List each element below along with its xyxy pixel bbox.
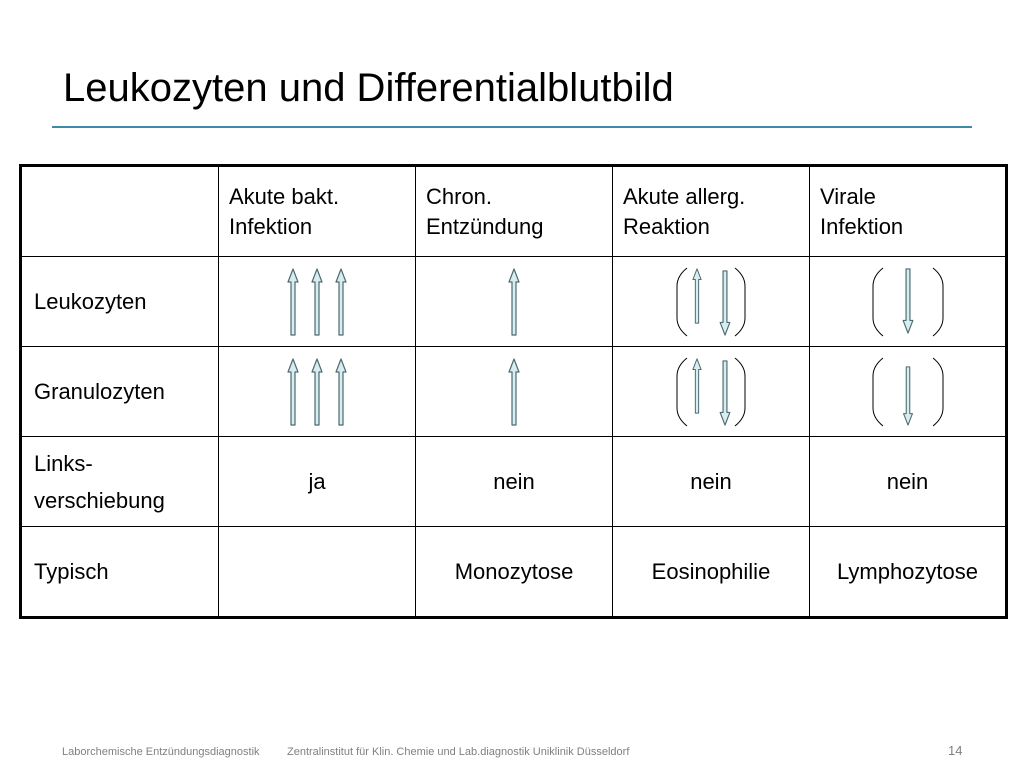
column-header-chron-entzuendung [416,166,613,257]
cell-leukozyten-virale [810,257,1007,347]
cell-linksverschiebung-allerg: nein [613,437,810,527]
row-label-line: Links- [34,450,93,476]
cell-typisch-akute-bakt [219,527,416,618]
bracketed-down-arrow-icon [871,266,945,338]
cell-leukozyten-chron [416,257,613,347]
triple-up-arrow-icon [285,267,349,337]
column-header-line: Virale [820,183,876,209]
column-header-akute-bakt-infektion [219,166,416,257]
bracketed-up-down-arrow-icon [675,356,747,428]
footer-institute: Zentralinstitut für Klin. Chemie und Lab.diagnostik Uniklinik Düsseldorf [287,746,630,758]
cell-linksverschiebung-virale: nein [810,437,1007,527]
bracketed-up-down-arrow-icon [675,266,747,338]
cell-linksverschiebung-akute-bakt: ja [219,437,416,527]
row-label-linksverschiebung [21,437,219,527]
column-header-line: Akute allerg. [623,183,746,209]
table-row-linksverschiebung [21,437,1007,527]
footer-course-title: Laborchemische Entzündungsdiagnostik [62,746,260,758]
differential-table [19,164,1008,619]
row-label-typisch: Typisch [21,527,219,618]
column-header-line: Entzündung [426,213,544,239]
table-row-granulozyten [21,347,1007,437]
cell-granulozyten-allerg [613,347,810,437]
cell-typisch-chron: Monozytose [416,527,613,618]
cell-granulozyten-chron [416,347,613,437]
row-label-granulozyten: Granulozyten [21,347,219,437]
column-header-line: Reaktion [623,213,710,239]
table-corner-cell [21,166,219,257]
single-up-arrow-icon [507,267,521,337]
table-row-typisch [21,527,1007,618]
cell-typisch-virale: Lymphozytose [810,527,1007,618]
cell-leukozyten-akute-bakt [219,257,416,347]
single-up-arrow-icon [507,357,521,427]
triple-up-arrow-icon [285,357,349,427]
column-header-line: Akute bakt. [229,183,340,209]
cell-leukozyten-allerg [613,257,810,347]
row-label-leukozyten: Leukozyten [21,257,219,347]
column-header-line: Infektion [820,213,904,239]
cell-typisch-allerg: Eosinophilie [613,527,810,618]
column-header-akute-allerg-reaktion [613,166,810,257]
cell-linksverschiebung-chron: nein [416,437,613,527]
bracketed-down-arrow-icon [871,356,945,428]
page-title: Leukozyten und Differentialblutbild [63,66,674,110]
column-header-line: Infektion [229,213,313,239]
column-header-virale-infektion [810,166,1007,257]
page-number: 14 [948,743,963,758]
cell-granulozyten-akute-bakt [219,347,416,437]
cell-granulozyten-virale [810,347,1007,437]
table-header-row [21,166,1007,257]
title-divider [52,126,972,128]
column-header-line: Chron. [426,183,493,209]
table-row-leukozyten [21,257,1007,347]
row-label-line: verschiebung [34,487,165,513]
